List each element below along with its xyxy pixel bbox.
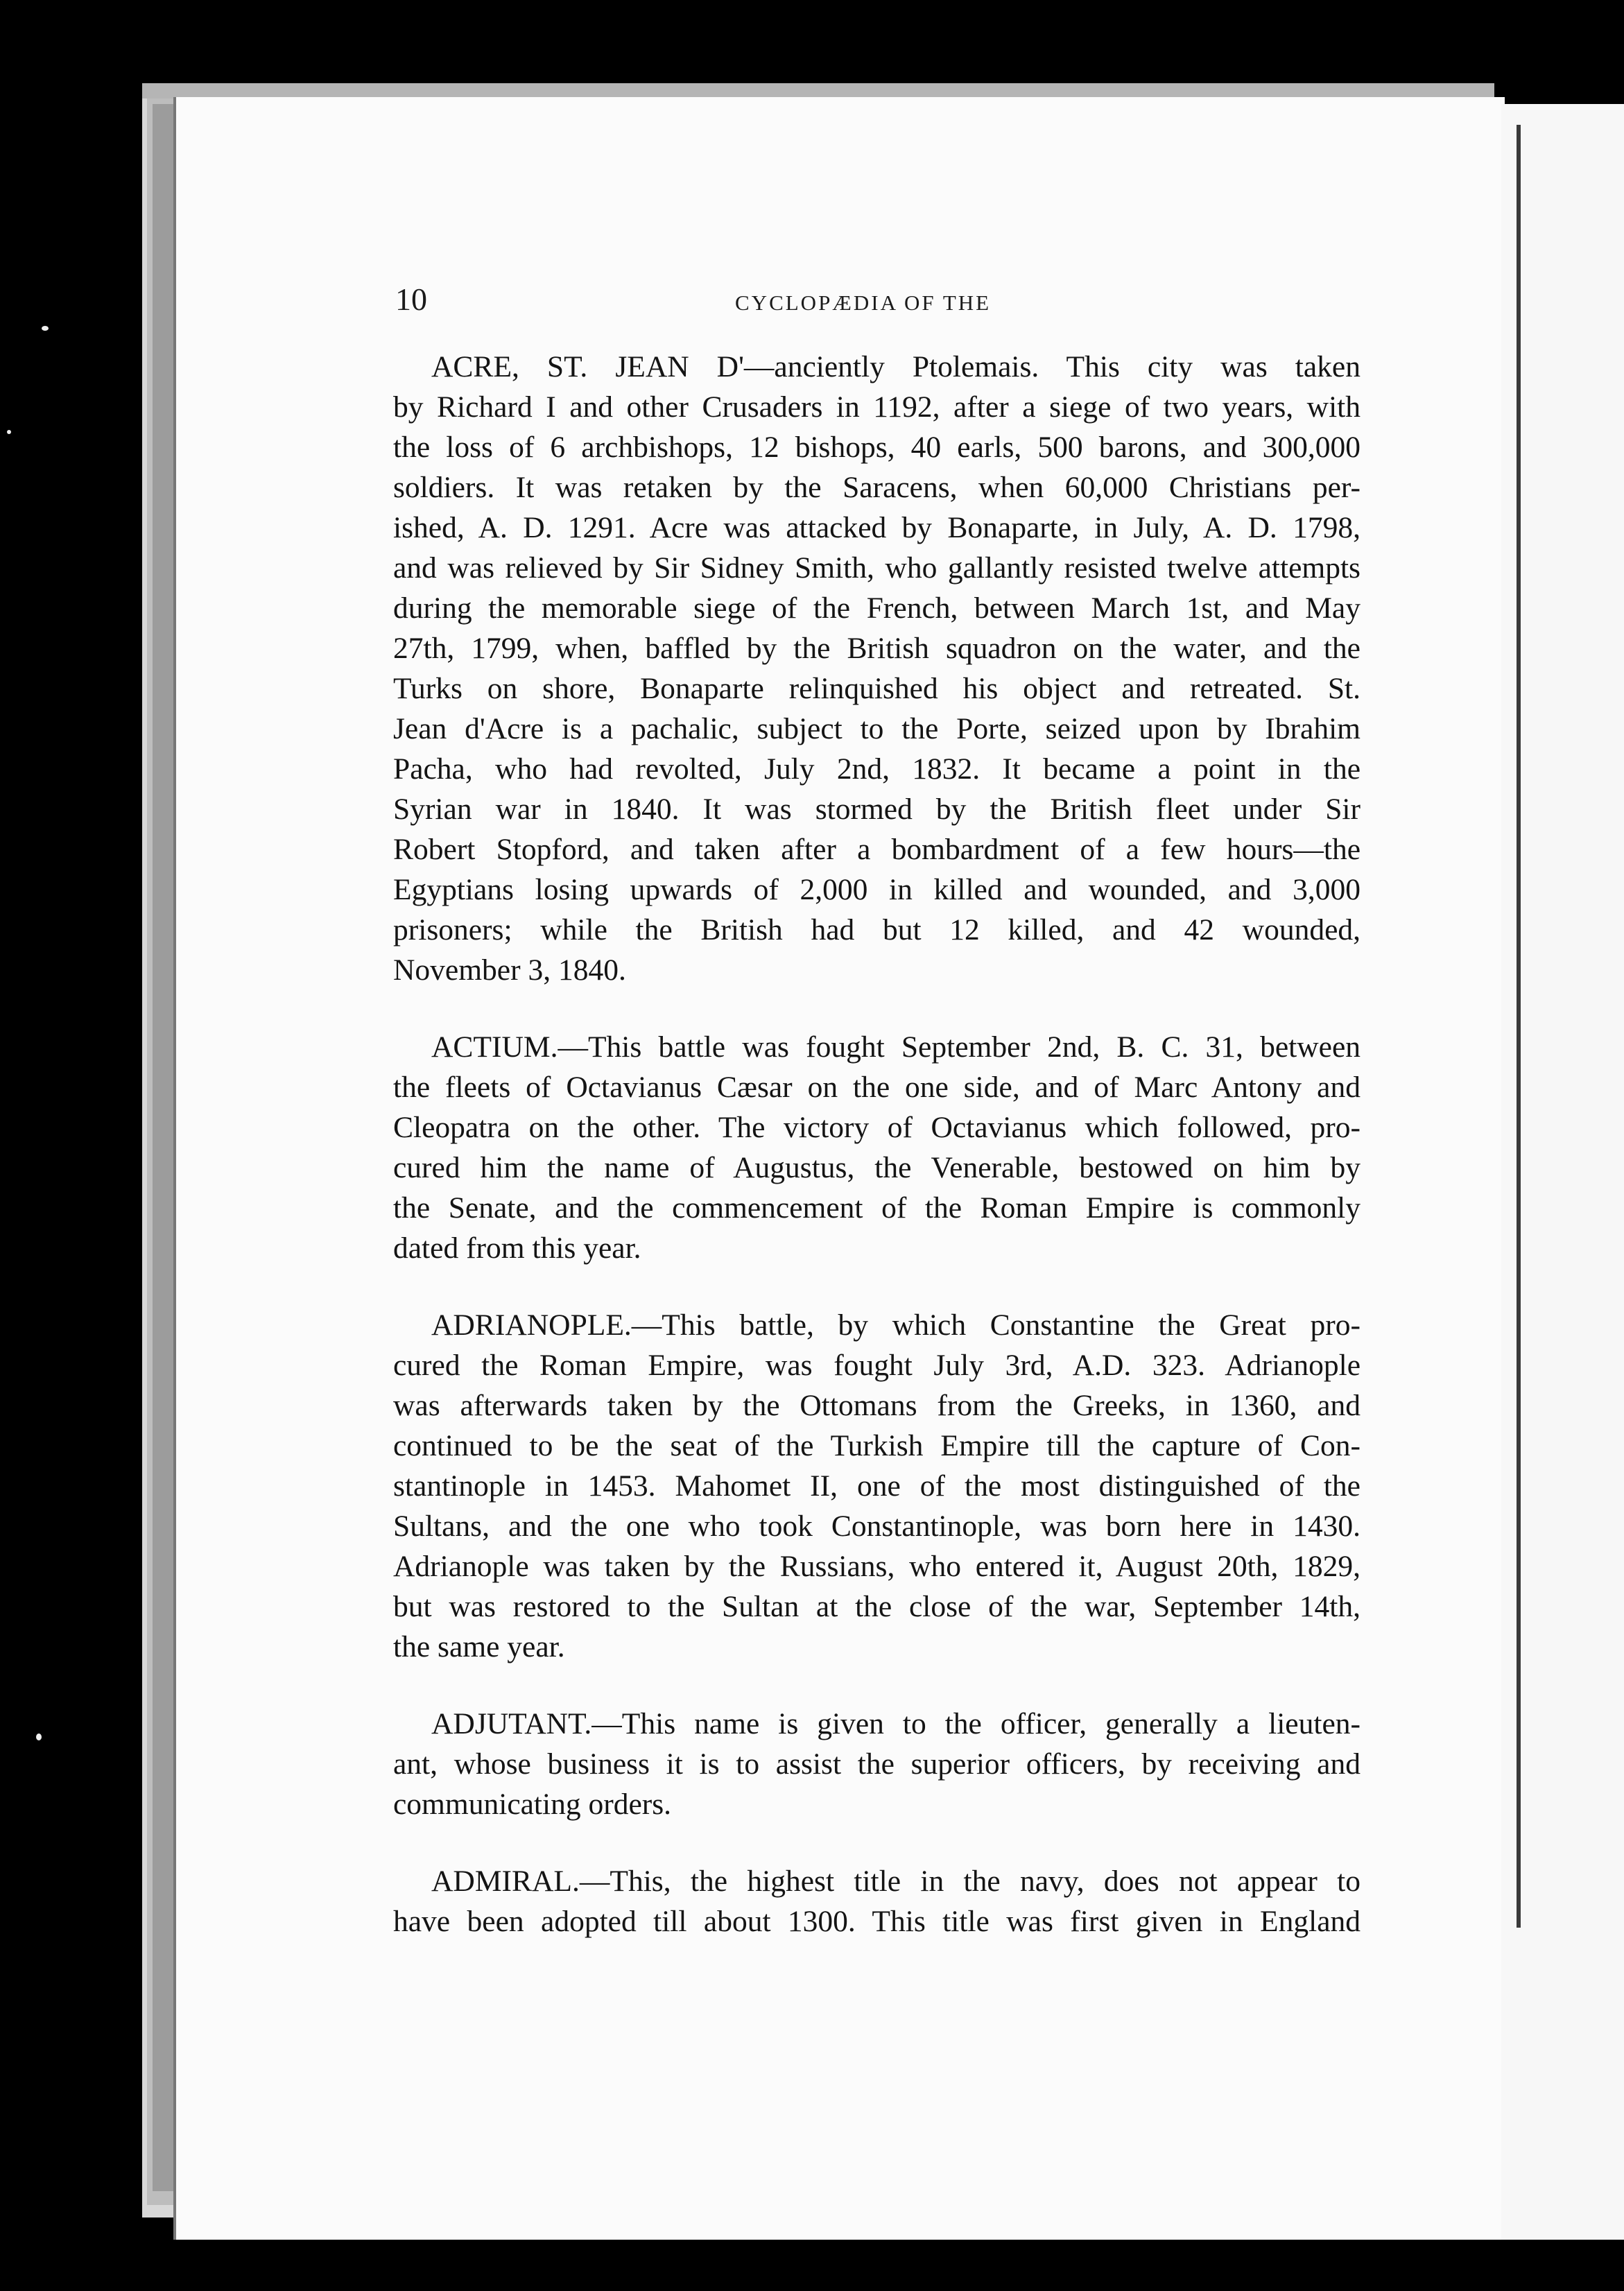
text-line: ADMIRAL.—This, the highest title in the navy, does not appear to	[431, 1865, 1360, 1898]
running-head: CYCLOPÆDIA OF THE	[735, 291, 992, 315]
text-line: the fleets of Octavianus Cæsar on the one side, and of Marc Antony and	[393, 1071, 1360, 1104]
text-line: ant, whose business it is to assist the superior officers, by receiving and	[393, 1747, 1360, 1781]
text-line: the Senate, and the commencement of the Roman Empire is commonly	[393, 1191, 1360, 1225]
text-line: ACRE, ST. JEAN D'—anciently Ptolemais. This city was taken	[431, 350, 1360, 383]
page-number: 10	[395, 282, 427, 317]
text-line: Jean d'Acre is a pachalic, subject to the Porte, seized upon by Ibrahim	[393, 712, 1360, 745]
scan-speck	[42, 326, 49, 331]
text-line: and was relieved by Sir Sidney Smith, who gallantly resisted twelve attempts	[393, 551, 1360, 585]
text-line: stantinople in 1453. Mahomet II, one of the most distinguished of the	[393, 1469, 1360, 1503]
page-header	[395, 281, 1359, 336]
scan-speck	[36, 1734, 42, 1740]
text-line: ADRIANOPLE.—This battle, by which Constantine the Great pro-	[431, 1308, 1360, 1342]
text-line: prisoners; while the British had but 12 killed, and 42 wounded,	[393, 913, 1360, 946]
entry-actium	[393, 1027, 1360, 1268]
entry-acre	[393, 347, 1360, 990]
text-line: Egyptians losing upwards of 2,000 in killed and wounded, and 3,000	[393, 873, 1360, 906]
entry-adjutant	[393, 1704, 1360, 1824]
text-line: the loss of 6 archbishops, 12 bishops, 40 earls, 500 barons, and 300,000	[393, 431, 1360, 464]
text-line: have been adopted till about 1300. This title was first given in England	[393, 1905, 1360, 1938]
text-line: but was restored to the Sultan at the close of the war, September 14th,	[393, 1590, 1360, 1623]
scan-speck	[7, 430, 11, 434]
text-line: Robert Stopford, and taken after a bombardment of a few hours—the	[393, 833, 1360, 866]
text-line: communicating orders.	[393, 1788, 672, 1821]
facing-page-edge	[1501, 104, 1624, 2240]
text-line: Pacha, who had revolted, July 2nd, 1832. It became a point in the	[393, 752, 1360, 786]
text-line: by Richard I and other Crusaders in 1192, after a siege of two years, with	[393, 390, 1360, 424]
text-line: Syrian war in 1840. It was stormed by the British fleet under Sir	[393, 793, 1360, 826]
page-stack-edge	[153, 104, 173, 2191]
text-line: cured him the name of Augustus, the Venerable, bestowed on him by	[393, 1151, 1360, 1184]
text-line: ACTIUM.—This battle was fought September 2nd, B. C. 31, between	[431, 1030, 1360, 1064]
entry-admiral	[393, 1861, 1360, 1942]
text-line: ished, A. D. 1291. Acre was attacked by Bonaparte, in July, A. D. 1798,	[393, 511, 1360, 544]
text-line: Adrianople was taken by the Russians, who entered it, August 20th, 1829,	[393, 1550, 1360, 1583]
text-line: during the memorable siege of the French, between March 1st, and May	[393, 591, 1360, 625]
text-line: November 3, 1840.	[393, 953, 626, 987]
text-line: Sultans, and the one who took Constantinople, was born here in 1430.	[393, 1510, 1360, 1543]
page-top-edge	[142, 83, 1494, 98]
text-line: Turks on shore, Bonaparte relinquished his object and retreated. St.	[393, 672, 1360, 705]
text-line: dated from this year.	[393, 1231, 641, 1265]
text-line: Cleopatra on the other. The victory of Octavianus which followed, pro-	[393, 1111, 1360, 1144]
text-line: cured the Roman Empire, was fought July 3rd, A.D. 323. Adrianople	[393, 1349, 1360, 1382]
text-line: the same year.	[393, 1630, 565, 1663]
text-line: 27th, 1799, when, baffled by the British squadron on the water, and the	[393, 632, 1360, 665]
text-line: was afterwards taken by the Ottomans from the Greeks, in 1360, and	[393, 1389, 1360, 1422]
text-line: continued to be the seat of the Turkish Empire till the capture of Con-	[393, 1429, 1360, 1462]
gutter-shadow	[1517, 125, 1521, 1928]
entry-adrianople	[393, 1305, 1360, 1667]
page-body	[393, 347, 1360, 1978]
text-line: ADJUTANT.—This name is given to the officer, generally a lieuten-	[431, 1707, 1360, 1740]
text-line: soldiers. It was retaken by the Saracens, when 60,000 Christians per-	[393, 471, 1360, 504]
